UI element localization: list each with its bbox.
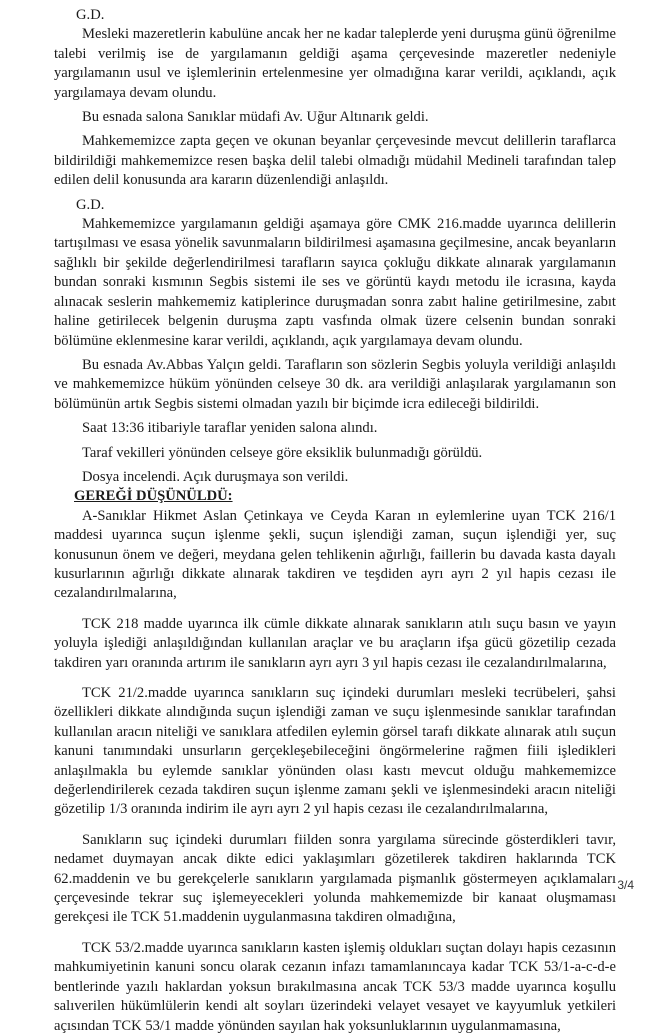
paragraph-lawyer-arrival: Bu esnada salona Sanıklar müdafi Av. Uğur Altınarık geldi. [82, 109, 429, 126]
paragraph-tck-218: TCK 218 madde uyarınca ilk cümle dikkate alınarak sanıkların atılı suçu basın ve yayın yoluyla işlediği anlaşıldığından kullanılan araçlar ve bu araçların ifşa gücü gözetilip cezada takdiren yarı oranında artırım ile sanıkların ayrı ayrı 3 yıl hapis cezası ile cezalandırılmalarına, [54, 615, 616, 671]
paragraph-cmk-216: Mahkememizce yargılamanın geldiği aşamaya göre CMK 216.madde uyarınca delillerin tartışılması ve esasa yönelik savunmaların bildirilmesi aşamasına geçilmesine, ancak beyanların sağlıklı bir şekilde değerlendirilmesi tarafların sayıca çokluğu dikkate alınarak yargılamanın bundan sonraki kısmının Segbis sistemi ile ses ve görüntü kaydı metodu ile icrasına, kayda alınacak seslerin mahkememiz katiplerince duruşmadan sonra zabıt haline getirilmesine, zabıt haline getirilecek belgenin duruşma zaptı vasfında olmak üzere celsenin bundan sonraki bölümüne eklenmesine karar verildi, açıklandı, açık yargılamaya devam olundu. [54, 216, 616, 349]
gd-marker-1: G.D. [76, 7, 105, 23]
gd-marker-2: G.D. [76, 196, 105, 213]
paragraph-evidence-review: Mahkememizce zapta geçen ve okunan beyanlar çerçevesinde mevcut delillerin taraflarca bildirildiği mahkememizce resen başka delil talebi olmadığı müdahil Medineli tarafından talep edilen delil konusunda ara kararın düzenlendiği anlaşıldı. [54, 133, 616, 189]
paragraph-excuse-ruling: Mesleki mazeretlerin kabulüne ancak her ne kadar taleplerde yeni duruşma günü öğrenilme talebi verilmiş ise de yargılamanın geldiği aşama çerçevesinde mazeretler nedeniyle yargılamanın usul ve işlemlerinin ertelenmesine yer olmadığına karar verildi, açıklandı, açık yargılamaya devam olundu. [54, 26, 616, 101]
paragraph-tck-21: TCK 21/2.madde uyarınca sanıkların suç içindeki durumları mesleki tecrübeleri, şahsi özellikleri dikkate alındığında suçun işlendiği zaman ve suçu işlenmesinde sanıklar tarafından kullanılan aracın niteliği ve sanıklara atfedilen eylemin görsel tarafı dikkate alınarak atılı suçun kanuni tanımındaki unsurların gerçekleşebileceğini öngörmelerine rağmen fiili işledikleri anlaşılmakla bu eylemde sanıklar yönünden olası kastı mevcut olduğu mahkememizce değerlendirilerek cezada takdiren suçun işlenme zamanı şekli ve işlenmesindeki aracın niteliği gözetilip 1/3 oranında indirim ile ayrı ayrı 2 yıl hapis cezası ile cezalandırılmalarına, [54, 685, 616, 818]
page-number: 3/4 [617, 878, 634, 892]
paragraph-no-deficiency: Taraf vekilleri yönünden celseye göre eksiklik bulunmadığı görüldü. [82, 444, 483, 461]
paragraph-hearing-closed: Dosya incelendi. Açık duruşmaya son verildi. [82, 468, 349, 485]
paragraph-segbis-break: Bu esnada Av.Abbas Yalçın geldi. Tarafların son sözlerin Segbis yoluyla verildiği anlaşıldı ve mahkememizce hüküm yönünden celseye 30 dk. ara verildiği anlaşılarak yargılamanın son bölümünün artık Segbis sistemi olmadan yazılı bir biçimde icra edileceği bildirildi. [54, 356, 616, 412]
paragraph-tck-53: TCK 53/2.madde uyarınca sanıkların kasten işlemiş oldukları suçtan dolayı hapis cezasının mahkumiyetinin kanuni soncu olarak cezanın infazı tamamlanıncaya kadar TCK 53/1-a-c-d-e bentlerinde yazılı haklardan yoksun bırakılmasına ancak TCK 53/3 madde uyarınca koşullu salıverilen hükümlülerin kendi alt soyları üzerindeki velayet vesayet ve kayyumluk yetkileri açısından TCK 53/1 madde yönünden sayılan hak yoksunluklarının uygulanmamasına, [54, 939, 616, 1034]
paragraph-tck-62-51: Sanıkların suç içindeki durumları fiilden sonra yargılama sürecinde gösterdikleri tavır, nedamet duymayan ancak dikte edici yaklaşımları gözetilerek takdiren haklarında TCK 62.maddenin ve bu gerekçelerle sanıkların yargılamada pişmanlık göstermeyen açıklamaları çerçevesinde tekrar suç işlemeyecekleri yolunda mahkememizde bir kanaat oluşmaması gerekçesi ile TCK 51.maddenin uygulanmasına takdiren olmadığına, [54, 831, 616, 926]
paragraph-tck-216: A-Sanıklar Hikmet Aslan Çetinkaya ve Ceyda Karan ın eylemlerine uyan TCK 216/1 maddesi uyarınca suçun işlenme şekli, suçun işlendiği zaman, suçun işlendiği yer, suç konusunun önem ve değeri, meydana gelen tehlikenin ağırlığı, faillerin bu davada kasta dayalı kusurlarının ağırlığı dikkate alınarak takdiren ve teşdiden ayrı ayrı 2 yıl hapis cezası ile cezalandırılmalarına, [54, 507, 616, 602]
document-body [54, 6, 616, 1036]
paragraph-session-resumed: Saat 13:36 itibariyle taraflar yeniden salona alındı. [82, 420, 378, 437]
verdict-heading: GEREĞİ DÜŞÜNÜLDÜ: [74, 488, 233, 505]
